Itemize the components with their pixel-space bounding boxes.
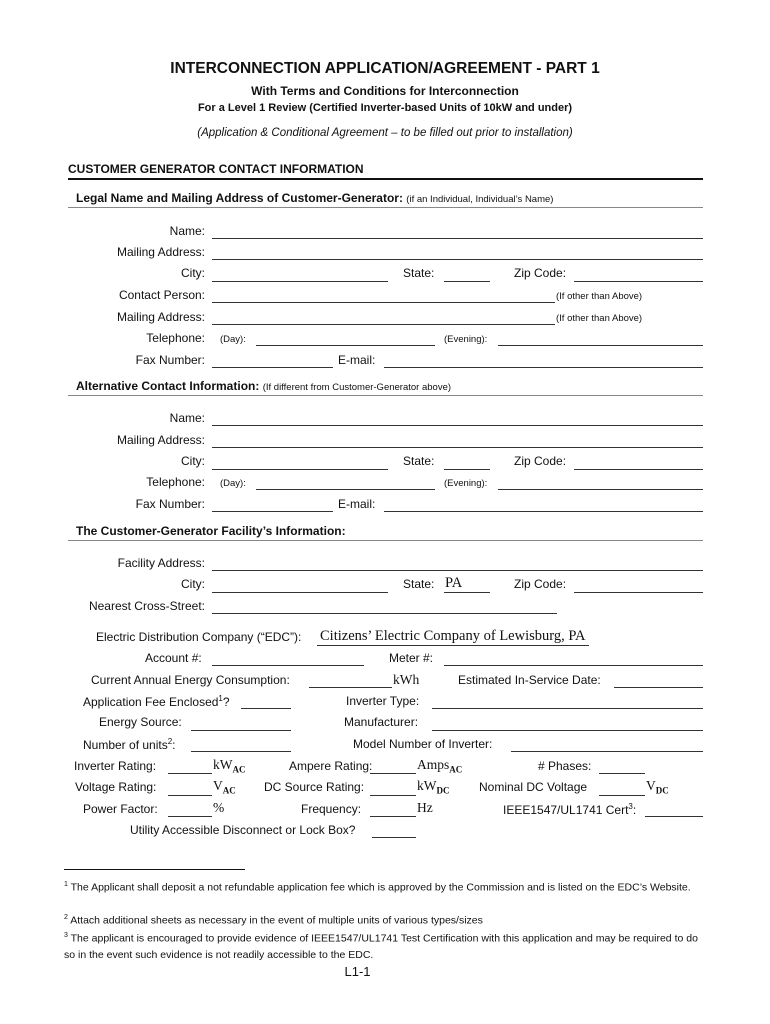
units-field[interactable]	[191, 751, 291, 752]
in-service-field[interactable]	[614, 687, 703, 688]
inverter-rating-field[interactable]	[168, 773, 212, 774]
facility-heading: The Customer-Generator Facility’s Information:	[76, 524, 346, 538]
inverter-type-label: Inverter Type:	[346, 694, 420, 708]
model-field[interactable]	[511, 751, 703, 752]
facility-zip-field[interactable]	[574, 592, 703, 593]
alt-city-field[interactable]	[212, 469, 388, 470]
alt-email-label: E-mail:	[338, 497, 376, 511]
footnote-3: $^3$ The applicant is encouraged to provide evidence of IEEE1547/UL1741 Test Certification with this application and may be required to do so in the event such evidence is not readily accessible to the EDC.	[64, 932, 698, 961]
city-field[interactable]	[212, 281, 388, 282]
phases-field[interactable]	[599, 773, 645, 774]
manufacturer-field[interactable]	[432, 730, 703, 731]
v-dc-unit: $V_{DC}$	[646, 778, 669, 796]
mailing-label: Mailing Address:	[116, 245, 205, 259]
frequency-field[interactable]	[370, 816, 416, 817]
kw-dc-unit: $kW_{DC}$	[417, 778, 450, 796]
fee-field[interactable]	[241, 708, 291, 709]
in-service-label: Estimated In-Service Date:	[458, 673, 601, 687]
ieee-label: IEEE1547/UL1741 Cert$^3$:	[503, 802, 637, 817]
inverter-rating-label: Inverter Rating:	[74, 759, 157, 773]
page-subtitle: With Terms and Conditions for Interconnection	[251, 84, 519, 98]
contact-label: Contact Person:	[118, 288, 205, 302]
model-label: Model Number of Inverter:	[353, 737, 493, 751]
inverter-type-field[interactable]	[432, 708, 703, 709]
facility-state-label: State:	[403, 577, 435, 591]
fax-label: Fax Number:	[135, 353, 205, 367]
legal-heading: Legal Name and Mailing Address of Customer-Generator: (if an Individual, Individual’s Name)	[76, 191, 554, 205]
fee-label: Application Fee Enclosed$^1$?	[83, 694, 230, 709]
facility-address-field[interactable]	[212, 570, 703, 571]
frequency-label: Frequency:	[301, 802, 362, 816]
alt-state-label: State:	[403, 454, 435, 468]
percent-unit: %	[213, 800, 225, 815]
alt-zip-label: Zip Code:	[514, 454, 567, 468]
if-other-note-2: (If other than Above)	[556, 313, 643, 324]
mailing-label-2: Mailing Address:	[116, 310, 205, 324]
energy-source-label: Energy Source:	[99, 715, 182, 729]
hz-unit: Hz	[417, 800, 433, 815]
telephone-label: Telephone:	[146, 331, 205, 345]
edc-value: Citizens’ Electric Company of Lewisburg, PA	[320, 628, 586, 644]
email-field[interactable]	[384, 367, 703, 368]
dc-source-label: DC Source Rating:	[264, 780, 365, 794]
mailing-field[interactable]	[212, 259, 703, 260]
application-note: (Application & Conditional Agreement – to be filled out prior to installation)	[197, 127, 573, 139]
alt-day-label: (Day):	[220, 478, 246, 489]
power-factor-label: Power Factor:	[83, 802, 158, 816]
amps-ac-unit: Amps$_{AC}$	[417, 757, 463, 775]
name-label: Name:	[169, 224, 205, 238]
alt-mailing-field[interactable]	[212, 447, 703, 448]
state-label: State:	[403, 266, 435, 280]
facility-state-value: PA	[445, 575, 463, 591]
cross-street-label: Nearest Cross-Street:	[88, 599, 205, 613]
alt-fax-label: Fax Number:	[135, 497, 205, 511]
consumption-field[interactable]	[309, 687, 392, 688]
disconnect-label: Utility Accessible Disconnect or Lock Box?	[130, 823, 356, 837]
review-level: For a Level 1 Review (Certified Inverter-based Units of 10kW and under)	[197, 102, 573, 114]
alt-name-label: Name:	[169, 411, 205, 425]
page-number: L1-1	[344, 964, 371, 979]
alt-state-field[interactable]	[444, 469, 490, 470]
contact-field[interactable]	[212, 302, 555, 303]
disconnect-field[interactable]	[372, 837, 416, 838]
alt-telephone-label: Telephone:	[146, 475, 205, 489]
subsection-divider	[68, 540, 703, 541]
alt-name-field[interactable]	[212, 425, 703, 426]
if-other-note: (If other than Above)	[556, 291, 643, 302]
day-phone-field[interactable]	[256, 345, 435, 346]
nominal-dc-field[interactable]	[599, 795, 645, 796]
power-factor-field[interactable]	[168, 816, 212, 817]
account-field[interactable]	[212, 665, 364, 666]
facility-city-field[interactable]	[212, 592, 388, 593]
ieee-field[interactable]	[645, 816, 703, 817]
kwh-unit: kWh	[393, 672, 420, 687]
kw-ac-unit: $kW_{AC}$	[213, 757, 246, 775]
alt-mailing-label: Mailing Address:	[116, 433, 205, 447]
mailing-field-2[interactable]	[212, 324, 555, 325]
section-divider	[68, 178, 703, 180]
alt-zip-field[interactable]	[574, 469, 703, 470]
zip-field[interactable]	[574, 281, 703, 282]
city-label: City:	[181, 266, 205, 280]
email-label: E-mail:	[338, 353, 376, 367]
footnote-rule	[64, 869, 245, 870]
account-label: Account #:	[145, 651, 202, 665]
voltage-rating-field[interactable]	[168, 795, 212, 796]
day-label: (Day):	[220, 334, 246, 345]
facility-address-label: Facility Address:	[117, 556, 205, 570]
state-field[interactable]	[444, 281, 490, 282]
fax-field[interactable]	[212, 367, 333, 368]
manufacturer-label: Manufacturer:	[344, 715, 419, 729]
meter-field[interactable]	[444, 665, 703, 666]
evening-label: (Evening):	[444, 334, 488, 345]
alt-email-field[interactable]	[384, 511, 703, 512]
page-title: INTERCONNECTION APPLICATION/AGREEMENT - PART 1	[170, 60, 600, 77]
footnote-2: $^2$ Attach additional sheets as necessary in the event of multiple units of various types/sizes	[64, 914, 483, 927]
units-label: Number of units$^2$:	[83, 737, 176, 752]
ampere-rating-field[interactable]	[370, 773, 416, 774]
nominal-dc-label: Nominal DC Voltage	[479, 780, 588, 794]
subsection-divider	[68, 395, 703, 396]
alt-evening-phone-field[interactable]	[498, 489, 703, 490]
evening-phone-field[interactable]	[498, 345, 703, 346]
dc-source-field[interactable]	[370, 795, 416, 796]
meter-label: Meter #:	[389, 651, 434, 665]
facility-state-field[interactable]	[444, 592, 490, 593]
voltage-rating-label: Voltage Rating:	[75, 780, 157, 794]
name-field[interactable]	[212, 238, 703, 239]
edc-label: Electric Distribution Company (“EDC”):	[96, 630, 302, 644]
facility-zip-label: Zip Code:	[514, 577, 567, 591]
consumption-label: Current Annual Energy Consumption:	[91, 673, 290, 687]
cross-street-field[interactable]	[212, 613, 557, 614]
footnote-1: $^1$ The Applicant shall deposit a not refundable application fee which is approved by the Commission and is listed on the EDC’s Website.	[64, 881, 691, 894]
ampere-rating-label: Ampere Rating:	[289, 759, 373, 773]
v-ac-unit: $V_{AC}$	[213, 778, 236, 796]
zip-label: Zip Code:	[514, 266, 567, 280]
edc-field[interactable]	[317, 645, 589, 646]
alt-heading: Alternative Contact Information: (If different from Customer-Generator above)	[76, 379, 452, 393]
facility-city-label: City:	[181, 577, 205, 591]
phases-label: # Phases:	[538, 759, 592, 773]
section-title: CUSTOMER GENERATOR CONTACT INFORMATION	[68, 162, 364, 176]
alt-city-label: City:	[181, 454, 205, 468]
alt-evening-label: (Evening):	[444, 478, 488, 489]
energy-source-field[interactable]	[191, 730, 291, 731]
alt-day-phone-field[interactable]	[256, 489, 435, 490]
subsection-divider	[68, 207, 703, 208]
alt-fax-field[interactable]	[212, 511, 333, 512]
